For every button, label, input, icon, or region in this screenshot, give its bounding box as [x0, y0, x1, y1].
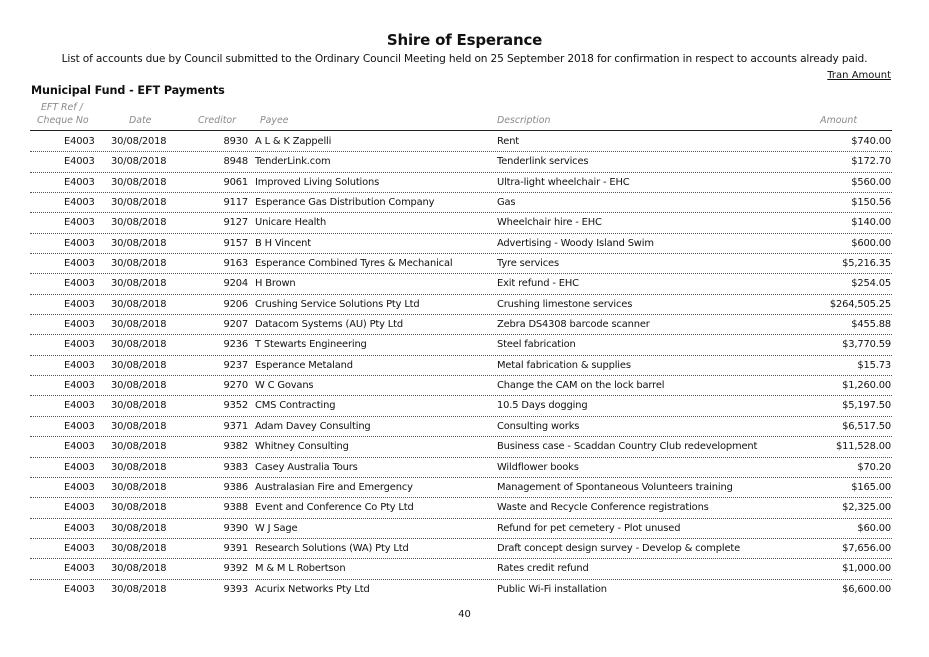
cell-date: 30/08/2018	[111, 237, 167, 249]
table-row	[0, 335, 929, 355]
cell-creditor: 8930	[223, 136, 248, 147]
cell-amount: $60.00	[857, 522, 891, 534]
cell-ref: E4003	[64, 156, 95, 168]
cell-ref: E4003	[64, 502, 95, 514]
cell-creditor: 9270	[223, 380, 248, 392]
cell-date: 30/08/2018	[111, 420, 167, 432]
cell-creditor: 9127	[223, 217, 248, 229]
column-header-description: Description	[497, 115, 551, 126]
cell-ref: E4003	[64, 258, 95, 270]
cell-description: Wildflower books	[497, 461, 579, 473]
cell-amount: $172.70	[851, 156, 891, 168]
cell-ref: E4003	[64, 197, 95, 209]
cell-amount: $11,528.00	[835, 441, 891, 453]
cell-date: 30/08/2018	[111, 176, 167, 188]
cell-creditor: 9163	[223, 258, 248, 270]
cell-date: 30/08/2018	[111, 359, 167, 371]
cell-ref: E4003	[64, 359, 95, 371]
column-header-creditor: Creditor	[198, 115, 236, 126]
cell-amount: $1,260.00	[842, 380, 891, 392]
table-row	[0, 315, 929, 335]
cell-creditor: 9392	[223, 563, 248, 575]
cell-creditor: 9117	[223, 197, 248, 209]
page-number: 40	[458, 609, 471, 620]
cell-creditor: 9237	[223, 359, 248, 371]
cell-description: Tyre services	[497, 258, 559, 270]
cell-description: Change the CAM on the lock barrel	[497, 380, 665, 392]
cell-date: 30/08/2018	[111, 542, 167, 554]
cell-creditor: 9388	[223, 502, 248, 514]
cell-description: Refund for pet cemetery - Plot unused	[497, 522, 681, 534]
cell-description: Crushing limestone services	[497, 298, 633, 310]
cell-description: Steel fabrication	[497, 339, 576, 351]
cell-amount: $455.88	[851, 319, 891, 331]
cell-ref: E4003	[64, 237, 95, 249]
cell-payee: Research Solutions (WA) Pty Ltd	[255, 542, 409, 554]
cell-amount: $6,517.50	[842, 420, 891, 432]
table-row	[0, 539, 929, 559]
cell-creditor: 9236	[223, 339, 248, 351]
cell-amount: $15.73	[857, 359, 891, 371]
cell-amount: $6,600.00	[842, 583, 891, 595]
table-row	[0, 580, 929, 600]
cell-payee: Event and Conference Co Pty Ltd	[255, 502, 414, 514]
column-header-ref-line2: Cheque No	[37, 115, 89, 126]
cell-payee: Acurix Networks Pty Ltd	[255, 583, 370, 595]
cell-date: 30/08/2018	[111, 278, 167, 290]
cell-date: 30/08/2018	[111, 400, 167, 412]
section-heading: Municipal Fund - EFT Payments	[31, 84, 225, 97]
cell-payee: TenderLink.com	[255, 156, 331, 168]
cell-creditor: 9371	[223, 420, 248, 432]
cell-description: Waste and Recycle Conference registrations	[497, 502, 709, 514]
table-row	[0, 396, 929, 416]
cell-payee: Esperance Gas Distribution Company	[255, 197, 435, 209]
cell-ref: E4003	[64, 380, 95, 392]
cell-ref: E4003	[64, 420, 95, 432]
table-row	[0, 193, 929, 213]
cell-date: 30/08/2018	[111, 136, 167, 147]
cell-payee: Crushing Service Solutions Pty Ltd	[255, 298, 420, 310]
cell-date: 30/08/2018	[111, 298, 167, 310]
cell-amount: $150.56	[851, 197, 891, 209]
cell-payee: W C Govans	[255, 380, 314, 392]
table-row	[0, 234, 929, 254]
table-row	[0, 213, 929, 233]
cell-creditor: 8948	[223, 156, 248, 168]
cell-payee: Esperance Metaland	[255, 359, 353, 371]
cell-description: Business case - Scaddan Country Club redevelopment	[497, 441, 758, 453]
cell-amount: $3,770.59	[842, 339, 891, 351]
cell-amount: $740.00	[851, 136, 891, 147]
cell-date: 30/08/2018	[111, 481, 167, 493]
cell-payee: Unicare Health	[255, 217, 327, 229]
cell-creditor: 9061	[223, 176, 248, 188]
cell-ref: E4003	[64, 441, 95, 453]
cell-ref: E4003	[64, 136, 95, 147]
table-row	[0, 437, 929, 457]
cell-amount: $7,656.00	[842, 542, 891, 554]
cell-creditor: 9382	[223, 441, 248, 453]
table-row	[0, 173, 929, 193]
cell-date: 30/08/2018	[111, 563, 167, 575]
cell-date: 30/08/2018	[111, 583, 167, 595]
cell-ref: E4003	[64, 176, 95, 188]
cell-description: Management of Spontaneous Volunteers training	[497, 481, 733, 493]
cell-date: 30/08/2018	[111, 319, 167, 331]
cell-creditor: 9390	[223, 522, 248, 534]
cell-date: 30/08/2018	[111, 217, 167, 229]
cell-ref: E4003	[64, 400, 95, 412]
cell-description: Wheelchair hire - EHC	[497, 217, 602, 229]
cell-ref: E4003	[64, 481, 95, 493]
cell-amount: $70.20	[857, 461, 891, 473]
cell-ref: E4003	[64, 461, 95, 473]
header-divider	[30, 130, 892, 131]
table-row	[0, 356, 929, 376]
cell-payee: Datacom Systems (AU) Pty Ltd	[255, 319, 403, 331]
cell-ref: E4003	[64, 339, 95, 351]
cell-creditor: 9352	[223, 400, 248, 412]
cell-ref: E4003	[64, 563, 95, 575]
column-header-date: Date	[129, 115, 152, 126]
cell-amount: $560.00	[851, 176, 891, 188]
table-row	[0, 559, 929, 579]
cell-creditor: 9157	[223, 237, 248, 249]
cell-date: 30/08/2018	[111, 441, 167, 453]
cell-description: Rent	[497, 136, 520, 147]
table-row	[0, 498, 929, 518]
cell-ref: E4003	[64, 217, 95, 229]
cell-amount: $600.00	[851, 237, 891, 249]
cell-amount: $1,000.00	[842, 563, 891, 575]
cell-ref: E4003	[64, 298, 95, 310]
cell-creditor: 9383	[223, 461, 248, 473]
cell-payee: CMS Contracting	[255, 400, 336, 412]
cell-creditor: 9391	[223, 542, 248, 554]
table-row	[0, 376, 929, 396]
cell-payee: H Brown	[255, 278, 296, 290]
cell-creditor: 9393	[223, 583, 248, 595]
cell-amount: $2,325.00	[842, 502, 891, 514]
cell-date: 30/08/2018	[111, 522, 167, 534]
table-row	[0, 254, 929, 274]
cell-payee: Adam Davey Consulting	[255, 420, 371, 432]
cell-payee: W J Sage	[255, 522, 298, 534]
table-row	[0, 152, 929, 172]
cell-description: Ultra-light wheelchair - EHC	[497, 176, 630, 188]
cell-description: Rates credit refund	[497, 563, 589, 575]
cell-ref: E4003	[64, 542, 95, 554]
document-title: Shire of Esperance	[386, 31, 543, 49]
cell-description: Metal fabrication & supplies	[497, 359, 631, 371]
cell-payee: B H Vincent	[255, 237, 312, 249]
cell-description: Gas	[497, 197, 516, 209]
table-row	[0, 417, 929, 437]
cell-date: 30/08/2018	[111, 258, 167, 270]
cell-description: Advertising - Woody Island Swim	[497, 237, 654, 249]
column-header-amount: Amount	[820, 115, 857, 126]
cell-payee: A L & K Zappelli	[255, 136, 332, 147]
cell-description: Zebra DS4308 barcode scanner	[497, 319, 650, 331]
cell-amount: $5,197.50	[842, 400, 891, 412]
cell-description: Public Wi-Fi installation	[497, 583, 607, 595]
cell-payee: Australasian Fire and Emergency	[255, 481, 413, 493]
cell-date: 30/08/2018	[111, 461, 167, 473]
cell-payee: Casey Australia Tours	[255, 461, 358, 473]
cell-date: 30/08/2018	[111, 502, 167, 514]
cell-creditor: 9207	[223, 319, 248, 331]
cell-amount: $5,216.35	[842, 258, 891, 270]
cell-payee: Whitney Consulting	[255, 441, 349, 453]
cell-amount: $254.05	[851, 278, 891, 290]
cell-creditor: 9204	[223, 278, 248, 290]
cell-ref: E4003	[64, 583, 95, 595]
table-row	[0, 458, 929, 478]
cell-date: 30/08/2018	[111, 380, 167, 392]
cell-date: 30/08/2018	[111, 197, 167, 209]
cell-description: Draft concept design survey - Develop & complete	[497, 542, 741, 554]
table-row	[0, 295, 929, 315]
table-row	[0, 519, 929, 539]
payments-table	[0, 132, 929, 600]
table-row	[0, 132, 929, 152]
document-subtitle: List of accounts due by Council submitted to the Ordinary Council Meeting held on 25 September 2018 for confirmation in respect to accounts already paid.	[61, 53, 868, 65]
cell-description: Tenderlink services	[497, 156, 589, 168]
tran-amount-label: Tran Amount	[827, 70, 891, 81]
column-header-ref-line1: EFT Ref /	[41, 102, 83, 113]
cell-creditor: 9206	[223, 298, 248, 310]
cell-description: Exit refund - EHC	[497, 278, 579, 290]
cell-amount: $264,505.25	[829, 298, 891, 310]
cell-description: 10.5 Days dogging	[497, 400, 588, 412]
cell-description: Consulting works	[497, 420, 580, 432]
cell-payee: Improved Living Solutions	[255, 176, 380, 188]
cell-date: 30/08/2018	[111, 339, 167, 351]
cell-creditor: 9386	[223, 481, 248, 493]
cell-amount: $165.00	[851, 481, 891, 493]
cell-date: 30/08/2018	[111, 156, 167, 168]
cell-ref: E4003	[64, 278, 95, 290]
cell-ref: E4003	[64, 319, 95, 331]
cell-payee: Esperance Combined Tyres & Mechanical	[255, 258, 453, 270]
cell-ref: E4003	[64, 522, 95, 534]
cell-payee: T Stewarts Engineering	[255, 339, 367, 351]
table-row	[0, 478, 929, 498]
cell-payee: M & M L Robertson	[255, 563, 346, 575]
table-row	[0, 274, 929, 294]
column-header-payee: Payee	[260, 115, 289, 126]
cell-amount: $140.00	[851, 217, 891, 229]
